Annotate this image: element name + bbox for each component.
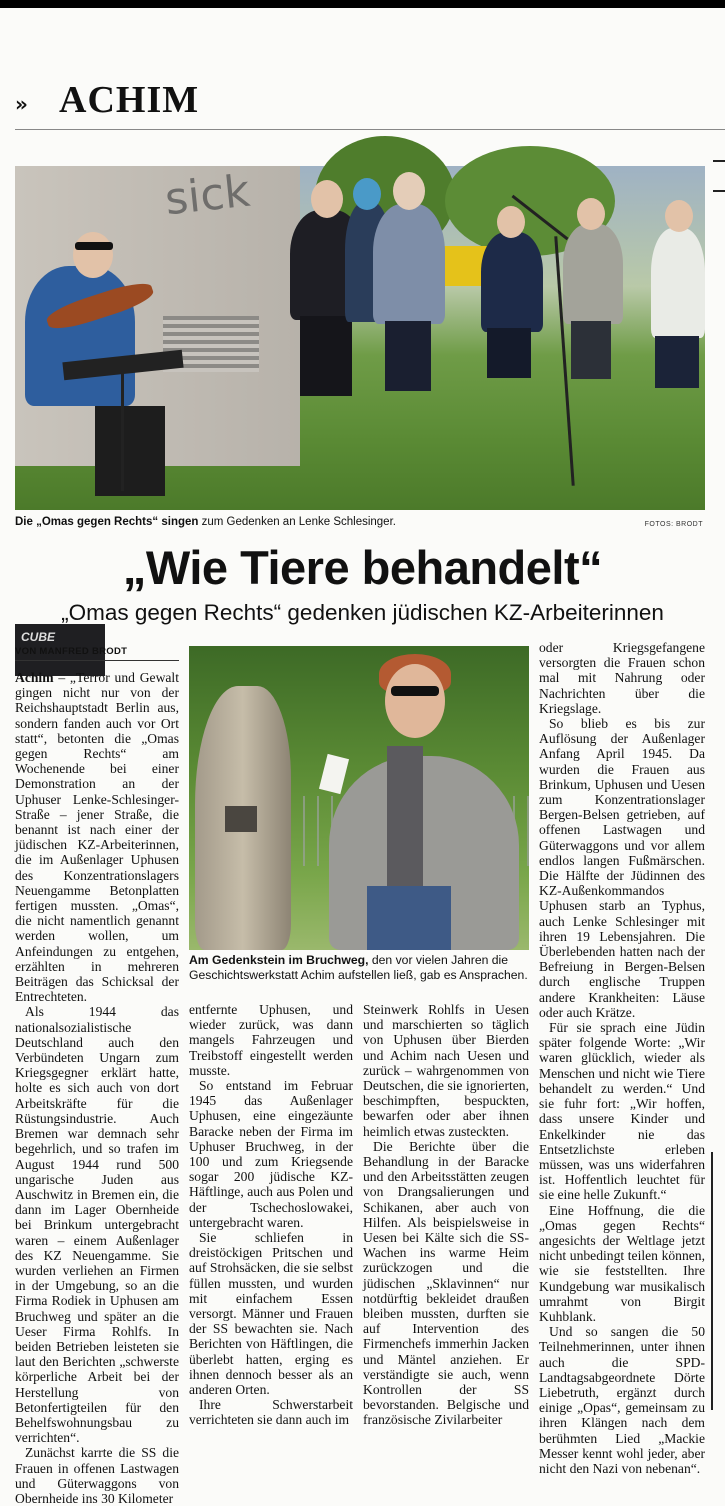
subheadline: „Omas gegen Rechts“ gedenken jüdischen KZ-Arbeiterinnen bbox=[61, 600, 664, 625]
singer-head bbox=[665, 200, 693, 232]
headline: „Wie Tiere behandelt“ bbox=[122, 541, 603, 594]
paragraph-text: – „Terror und Gewalt gingen nicht nur von der Reichshauptstadt Berlin aus, sondern fanden auch vor Ort statt“, betonten die „Omas gegen Rechts“ am Wochenende bei einer Demonstration an der Uphuser Lenke-Schlesinger-Straße – jener Straße, die benannt ist nach einer der jüdischen KZ-Arbeiterinnen, die im Außenlager Uphusen des Konzentrationslagers Neuengamme Betonplatten fertigen mussten. „Omas“, die nicht namentlich genannt werden wollen, um Anfeindungen zu entgehen, erzählten in mehreren Beiträgen das Schicksal der Entrechteten. bbox=[15, 670, 179, 1005]
paragraph: Zunächst karrte die SS die Frauen in offenen Lastwagen und Güterwaggons von Obernheide ins 30 Kilometer bbox=[15, 1445, 179, 1506]
photo1-caption-bold: Die „Omas gegen Rechts“ singen bbox=[15, 516, 199, 528]
speaker-head bbox=[385, 664, 445, 738]
memorial-stone bbox=[195, 686, 291, 950]
photo1-caption bbox=[15, 516, 705, 528]
music-stand-pole bbox=[121, 371, 124, 491]
paragraph: So blieb es bis zur Auflösung der Außenlager Anfang April 1945. Da wurden die Frauen aus Brinkum, Uphusen und Uesen zum Konzentrationslager Bergen-Belsen getrieben, auf offenen Lastwagen und Güterwaggons und vor allem endlos langen Fußmärschen. Die Hälfte der Jüdinnen des KZ-Außenkommandos Uphusen starb an Typhus, auch Lenke Schlesinger mit ihren 19 Lebensjahren. Die Überlebenden hatten nach der Befreiung in Bergen-Belsen durch englische Truppen andere Krankheiten: Läuse oder auch Krätze. bbox=[539, 716, 705, 1020]
margin-tick bbox=[713, 160, 725, 162]
singer bbox=[373, 204, 445, 324]
speaker-scarf bbox=[387, 746, 423, 896]
photo-credit: FOTOS: BRODT bbox=[644, 521, 703, 528]
singer-hat bbox=[353, 178, 381, 210]
singer-head bbox=[577, 198, 605, 230]
paragraph: Eine Hoffnung, die die „Omas gegen Rechts“ angesichts der Weltlage jetzt nicht unbedingt teilen können, wie sie feststellten. Ihre Kundgebung war musikalisch umrahmt von Birgit Kuhblank. bbox=[539, 1202, 705, 1324]
article-column-3 bbox=[363, 1002, 529, 1428]
paragraph: entfernte Uphusen, und wieder zurück, was dann mangels Fahrzeugen und Treibstoff eingestellt werden musste. bbox=[189, 1002, 353, 1078]
photo2-caption-bold: Am Gedenkstein im Bruchweg, bbox=[189, 953, 369, 967]
paragraph: Ihre Schwerstarbeit verrichteten sie dann auch im bbox=[189, 1397, 353, 1428]
singer-head bbox=[497, 206, 525, 238]
singer-head bbox=[311, 180, 343, 218]
singer-legs bbox=[385, 321, 431, 391]
photo-memorial-stone bbox=[189, 646, 529, 950]
singer-legs bbox=[487, 328, 531, 378]
section-header bbox=[15, 78, 725, 130]
article-column-4 bbox=[539, 640, 705, 1476]
singer bbox=[481, 232, 543, 332]
graffiti: sick bbox=[162, 165, 253, 226]
photo2-caption-text: den vor vielen Jahren die Geschichtswerkstatt Achim aufstellen ließ, gab es Ansprachen. bbox=[189, 953, 528, 982]
singer-legs bbox=[655, 336, 699, 388]
article-column-1 bbox=[15, 670, 179, 1506]
photo1-caption-text: zum Gedenken an Lenke Schlesinger. bbox=[198, 516, 396, 528]
speaker-jeans bbox=[367, 886, 451, 950]
paragraph: So entstand im Februar 1945 das Außenlager Uphusen, eine eingezäunte Baracke neben der Firma im Uphuser Bruchweg, in der 100 und zum Kriegsende sogar 200 jüdische KZ-Häftlinge, auch aus Polen und der Tschechoslowakei, untergebracht waren. bbox=[189, 1078, 353, 1230]
singer bbox=[651, 228, 705, 338]
paragraph: Die Berichte über die Behandlung in der Baracke und den Arbeitsstätten zeugen von Drangsalierungen und Schikanen, aber auch von Hilfen. Als beispielsweise in Uesen bei Kälte sich die SS-Wachen ins warme Heim zurückzogen und die jüdischen „Sklavinnen“ nur notdürftig bekleidet draußen bleiben mussten, durften sie auf Intervention des Firmenchefs immerhin Jacken und Mäntel anziehen. Er verständigte sie auch, wenn Kontrollen der SS bevorstanden. Belgische und französische Zivilarbeiter bbox=[363, 1138, 529, 1428]
paragraph: Und so sangen die 50 Teilnehmerinnen, unter ihnen auch die SPD-Landtagsabgeordnete Dörte Liebetruth, ergänzt durch einige „Opas“, gemeinsam zu ihren Klängen nach dem berühmten Lied „Mackie Messer kennt wohl jeder, aber nicht den Nazi von nebenan“. bbox=[539, 1324, 705, 1476]
section-rule bbox=[15, 129, 725, 130]
plaque bbox=[225, 806, 257, 832]
singer-legs bbox=[300, 316, 352, 396]
margin-tick bbox=[713, 190, 725, 192]
box-border bbox=[711, 1152, 713, 1410]
dateline: Achim bbox=[15, 670, 54, 685]
photo2-caption bbox=[189, 953, 529, 983]
sunglasses bbox=[75, 242, 113, 250]
singer-head bbox=[393, 172, 425, 210]
singer bbox=[563, 224, 623, 324]
paragraph: Sie schliefen in dreistöckigen Pritschen und auf Strohsäcken, die sie selbst füllen mussten, und wurden mit einfachem Essen versorgt. Männer und Frauen der SS bewachten sie. Nach Berichten von Häftlingen, die überlebt hatten, erging es ihnen dennoch besser als an anderen Orten. bbox=[189, 1230, 353, 1398]
guitarist-head bbox=[73, 232, 113, 278]
singer-legs bbox=[571, 321, 611, 379]
speech-paper bbox=[319, 754, 349, 794]
amp-label: CUBE bbox=[21, 630, 56, 644]
article-column-2 bbox=[189, 1002, 353, 1428]
sunglasses bbox=[391, 686, 439, 696]
top-bar bbox=[0, 0, 725, 8]
paragraph: Für sie sprach eine Jüdin später folgende Worte: „Wir waren glücklich, wieder als Menschen und nicht wie Tiere behandelt zu werden.“ Und sie fuhr fort: „Wir hoffen, dass unsere Kinder und Enkelkinder nie das Entsetzlichste erleben müssen, was uns widerfahren ist. Hoffentlich leuchtet für sie eine helle Zukunft.“ bbox=[539, 1020, 705, 1203]
section-name: ACHIM bbox=[59, 79, 200, 121]
byline: VON MANFRED BRODT bbox=[15, 646, 179, 661]
section-arrow: » bbox=[15, 92, 28, 116]
paragraph: Steinwerk Rohlfs in Uesen und marschierten so täglich von Uphusen über Bierden und Achim nach Uesen und zurück – wahrgenommen von Deutschen, die sie ignorierten, beschimpften, bespuckten, bewarfen oder aber ihnen heimlich etwas zusteckten. bbox=[363, 1002, 529, 1139]
paragraph: Als 1944 das nationalsozialistische Deutschland auch den Verbündeten Ungarn zum Kriegsgegner erklärt hatte, holte es sich auch von dort Arbeitskräfte für die Rüstungsindustrie. Auch Bremen war demnach sehr begehrlich, und so trafen im August 1944 rund 500 ungarische Juden aus Auschwitz in Bremen ein, die dann im Lager Obernheide bei Brinkum untergebracht waren – einem Außenlager des KZ Neuengamme. Sie wurden verliehen an Firmen in der Umgebung, so an die Firma Rodiek in Uphusen am Bruchweg und später an die Ueser Firma Rohlfs. In beiden Betrieben leisteten sie laut den Berichten „schwerste körperliche Arbeit bei der Herstellung von Betonfertigteilen für den Behelfswohnungsbau zu verrichten“. bbox=[15, 1004, 179, 1446]
paragraph: oder Kriegsgefangene versorgten die Frauen schon mal mit Nahrung oder Nachrichten über die Kriegslage. bbox=[539, 640, 705, 716]
paragraph bbox=[15, 670, 179, 1004]
guitarist-legs bbox=[95, 406, 165, 496]
